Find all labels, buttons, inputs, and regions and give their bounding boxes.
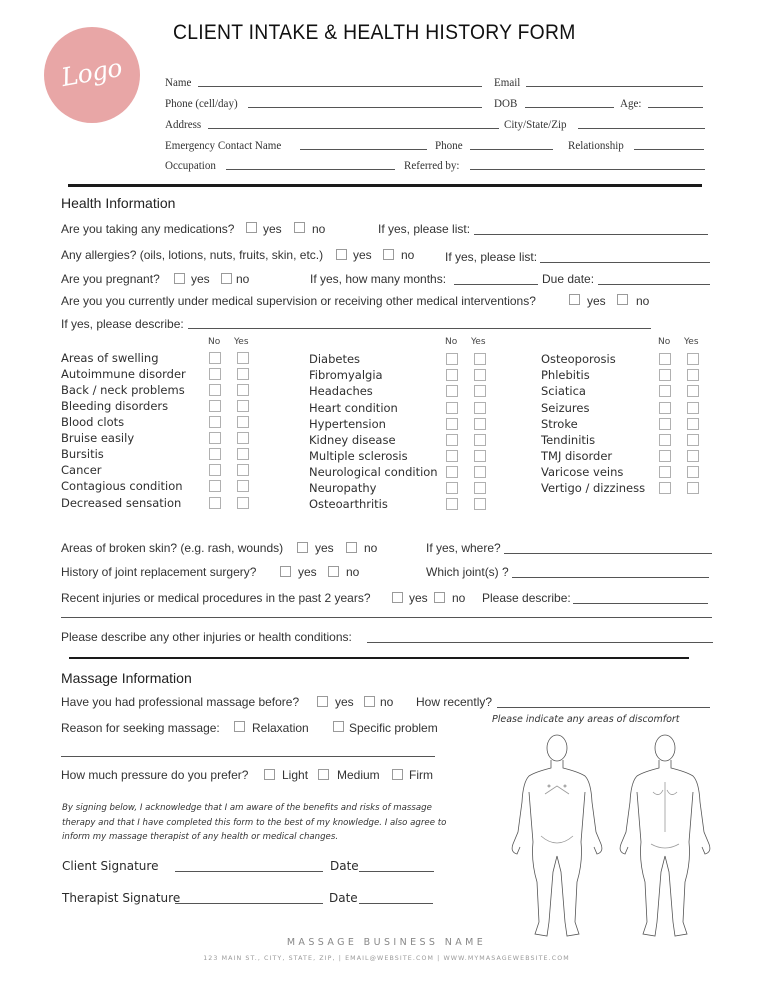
referred-by-field[interactable]: [470, 169, 705, 170]
therapist-date-label: Date: [329, 891, 358, 905]
condition-yes-checkbox[interactable]: [237, 448, 249, 460]
recent-injuries-describe-field-2[interactable]: [61, 617, 712, 618]
condition-yes-checkbox[interactable]: [687, 353, 699, 365]
condition-no-checkbox[interactable]: [659, 402, 671, 414]
condition-no-checkbox[interactable]: [659, 482, 671, 494]
col-yes-header: Yes: [234, 337, 249, 347]
body-front-figure-icon[interactable]: [505, 732, 610, 942]
business-name: MASSAGE BUSINESS NAME: [286, 937, 487, 948]
condition-yes-checkbox[interactable]: [237, 416, 249, 428]
allergies-followup-label: If yes, please list:: [445, 250, 538, 264]
condition-label: Osteoarthritis: [309, 497, 388, 511]
condition-yes-checkbox[interactable]: [237, 464, 249, 476]
condition-yes-checkbox[interactable]: [237, 497, 249, 509]
condition-no-checkbox[interactable]: [659, 450, 671, 462]
col-no-header: No: [208, 337, 221, 347]
condition-no-checkbox[interactable]: [209, 384, 221, 396]
recent-injuries-no-checkbox[interactable]: [434, 592, 445, 603]
dob-label: DOB: [494, 96, 518, 110]
no-label: no: [312, 222, 326, 236]
no-label: no: [401, 248, 415, 262]
condition-yes-checkbox[interactable]: [687, 482, 699, 494]
logo-text: Logo: [59, 52, 124, 93]
client-date-field[interactable]: [359, 871, 434, 872]
condition-yes-checkbox[interactable]: [474, 402, 486, 414]
pregnant-months-label: If yes, how many months:: [310, 272, 447, 286]
client-signature-field[interactable]: [175, 871, 323, 872]
pressure-light-label: Light: [282, 768, 309, 782]
condition-no-checkbox[interactable]: [209, 352, 221, 364]
condition-label: Decreased sensation: [61, 496, 182, 510]
supervision-yes-checkbox[interactable]: [569, 294, 580, 305]
city-state-zip-label: City/State/Zip: [504, 117, 567, 131]
condition-label: Seizures: [541, 401, 590, 415]
condition-yes-checkbox[interactable]: [687, 369, 699, 381]
broken-skin-where-field[interactable]: [504, 553, 712, 554]
pressure-firm-label: Firm: [409, 768, 433, 782]
condition-yes-checkbox[interactable]: [687, 450, 699, 462]
section-divider: [69, 657, 689, 659]
age-label: Age:: [620, 96, 642, 110]
joint-replacement-yes-checkbox[interactable]: [280, 566, 291, 577]
condition-no-checkbox[interactable]: [659, 353, 671, 365]
condition-no-checkbox[interactable]: [209, 400, 221, 412]
condition-label: Headaches: [309, 384, 373, 398]
emergency-phone-field[interactable]: [470, 149, 553, 150]
condition-no-checkbox[interactable]: [209, 432, 221, 444]
condition-label: Heart condition: [309, 401, 398, 415]
client-date-label: Date: [330, 859, 359, 873]
referred-by-label: Referred by:: [404, 158, 460, 172]
supervision-question: Are you you currently under medical supervision or receiving other medical interventions?: [61, 294, 536, 308]
business-address: 123 MAIN ST., CITY, STATE, ZIP, | EMAIL@WEBSITE.COM | WWW.MYMASAGEWEBSITE.COM: [203, 955, 570, 962]
condition-yes-checkbox[interactable]: [474, 369, 486, 381]
condition-yes-checkbox[interactable]: [687, 385, 699, 397]
condition-no-checkbox[interactable]: [446, 418, 458, 430]
condition-yes-checkbox[interactable]: [237, 480, 249, 492]
condition-label: Bruise easily: [61, 431, 135, 445]
condition-label: Contagious condition: [61, 479, 183, 493]
condition-label: Neurological condition: [309, 465, 438, 479]
condition-yes-checkbox[interactable]: [237, 368, 249, 380]
name-label: Name: [165, 75, 192, 89]
condition-yes-checkbox[interactable]: [474, 434, 486, 446]
condition-yes-checkbox[interactable]: [237, 384, 249, 396]
broken-skin-where-label: If yes, where?: [426, 541, 501, 555]
body-diagram-caption: Please indicate any areas of discomfort: [492, 714, 680, 725]
therapist-date-field[interactable]: [359, 903, 433, 904]
yes-label: yes: [409, 591, 428, 605]
address-field[interactable]: [208, 128, 499, 129]
condition-no-checkbox[interactable]: [209, 368, 221, 380]
emergency-contact-field[interactable]: [300, 149, 427, 150]
relaxation-label: Relaxation: [252, 721, 309, 735]
allergies-question: Any allergies? (oils, lotions, nuts, fruits, skin, etc.): [61, 248, 324, 262]
condition-no-checkbox[interactable]: [659, 466, 671, 478]
condition-label: Osteoporosis: [541, 352, 616, 366]
condition-no-checkbox[interactable]: [446, 369, 458, 381]
disclaimer-text: By signing below, I acknowledge that I am aware of the benefits and risks of massage therapy and that I have completed this form to the best of my knowledge. I also agree to inform my massage therapist of any health or medical changes.: [62, 803, 447, 842]
condition-no-checkbox[interactable]: [446, 466, 458, 478]
recent-injuries-question: Recent injuries or medical procedures in the past 2 years?: [61, 591, 371, 605]
occupation-label: Occupation: [165, 158, 216, 172]
relaxation-checkbox[interactable]: [234, 721, 245, 732]
broken-skin-question: Areas of broken skin? (e.g. rash, wounds): [61, 541, 284, 555]
city-state-zip-field[interactable]: [578, 128, 705, 129]
had-massage-question: Have you had professional massage before?: [61, 695, 300, 709]
broken-skin-yes-checkbox[interactable]: [297, 542, 308, 553]
condition-label: Varicose veins: [541, 465, 624, 479]
medications-followup-label: If yes, please list:: [378, 222, 471, 236]
occupation-field[interactable]: [226, 169, 395, 170]
specific-problem-label: Specific problem: [349, 721, 438, 735]
condition-yes-checkbox[interactable]: [474, 450, 486, 462]
allergies-yes-checkbox[interactable]: [336, 249, 347, 260]
condition-label: Neuropathy: [309, 481, 377, 495]
yes-label: yes: [335, 695, 354, 709]
medications-yes-checkbox[interactable]: [246, 222, 257, 233]
condition-no-checkbox[interactable]: [446, 353, 458, 365]
condition-no-checkbox[interactable]: [446, 434, 458, 446]
condition-label: Back / neck problems: [61, 383, 185, 397]
therapist-signature-label: Therapist Signature: [62, 891, 181, 905]
condition-no-checkbox[interactable]: [209, 480, 221, 492]
condition-yes-checkbox[interactable]: [687, 418, 699, 430]
broken-skin-no-checkbox[interactable]: [346, 542, 357, 553]
email-label: Email: [494, 75, 521, 89]
no-label: no: [346, 565, 360, 579]
pregnant-months-field[interactable]: [454, 284, 538, 285]
relationship-label: Relationship: [568, 138, 624, 152]
yes-label: yes: [315, 541, 334, 555]
condition-yes-checkbox[interactable]: [687, 466, 699, 478]
pressure-firm-checkbox[interactable]: [392, 769, 403, 780]
no-label: no: [452, 591, 466, 605]
medications-list-field[interactable]: [474, 234, 708, 235]
which-joints-label: Which joint(s) ?: [426, 565, 509, 579]
due-date-field[interactable]: [598, 284, 710, 285]
address-label: Address: [165, 117, 202, 131]
recent-injuries-describe-field[interactable]: [573, 603, 708, 604]
specific-problem-checkbox[interactable]: [333, 721, 344, 732]
col-yes-header: Yes: [471, 337, 486, 347]
allergies-no-checkbox[interactable]: [383, 249, 394, 260]
col-no-header: No: [658, 337, 671, 347]
how-recently-label: How recently?: [416, 695, 493, 709]
condition-no-checkbox[interactable]: [209, 464, 221, 476]
emergency-phone-label: Phone: [435, 138, 463, 152]
no-label: no: [636, 294, 650, 308]
col-yes-header: Yes: [684, 337, 699, 347]
condition-label: Blood clots: [61, 415, 125, 429]
no-label: no: [380, 695, 394, 709]
no-label: no: [364, 541, 378, 555]
reason-describe-field[interactable]: [61, 756, 435, 757]
allergies-list-field[interactable]: [540, 262, 710, 263]
supervision-describe-field[interactable]: [188, 328, 651, 329]
condition-label: Autoimmune disorder: [61, 367, 186, 381]
condition-yes-checkbox[interactable]: [474, 498, 486, 510]
condition-no-checkbox[interactable]: [446, 498, 458, 510]
condition-no-checkbox[interactable]: [446, 482, 458, 494]
dob-field[interactable]: [525, 107, 614, 108]
client-signature-label: Client Signature: [62, 859, 159, 873]
condition-no-checkbox[interactable]: [446, 385, 458, 397]
condition-label: Stroke: [541, 417, 578, 431]
how-recently-field[interactable]: [497, 707, 710, 708]
pressure-medium-checkbox[interactable]: [318, 769, 329, 780]
phone-field[interactable]: [248, 107, 482, 108]
yes-label: yes: [298, 565, 317, 579]
condition-label: Areas of swelling: [61, 351, 159, 365]
other-conditions-label: Please describe any other injuries or health conditions:: [61, 630, 352, 644]
condition-no-checkbox[interactable]: [659, 418, 671, 430]
condition-label: Diabetes: [309, 352, 361, 366]
condition-no-checkbox[interactable]: [446, 450, 458, 462]
joint-replacement-no-checkbox[interactable]: [328, 566, 339, 577]
condition-label: Vertigo / dizziness: [541, 481, 646, 495]
condition-yes-checkbox[interactable]: [237, 352, 249, 364]
col-no-header: No: [445, 337, 458, 347]
condition-yes-checkbox[interactable]: [687, 402, 699, 414]
other-conditions-field[interactable]: [367, 642, 713, 643]
pressure-medium-label: Medium: [337, 768, 380, 782]
page-title: CLIENT INTAKE & HEALTH HISTORY FORM: [173, 21, 576, 44]
reason-question: Reason for seeking massage:: [61, 721, 220, 735]
which-joints-field[interactable]: [512, 577, 709, 578]
condition-label: Bursitis: [61, 447, 104, 461]
pregnant-yes-checkbox[interactable]: [174, 273, 185, 284]
pressure-question: How much pressure do you prefer?: [61, 768, 249, 782]
condition-yes-checkbox[interactable]: [474, 353, 486, 365]
condition-no-checkbox[interactable]: [659, 369, 671, 381]
massage-section-title: Massage Information: [61, 670, 192, 686]
supervision-no-checkbox[interactable]: [617, 294, 628, 305]
condition-label: Cancer: [61, 463, 102, 477]
section-divider: [68, 184, 702, 187]
yes-label: yes: [191, 272, 210, 286]
yes-label: yes: [353, 248, 372, 262]
pregnant-question: Are you pregnant?: [61, 272, 160, 286]
condition-no-checkbox[interactable]: [209, 448, 221, 460]
recent-injuries-describe-label: Please describe:: [482, 591, 571, 605]
logo: [44, 27, 140, 123]
pregnant-no-checkbox[interactable]: [221, 273, 232, 284]
condition-label: Bleeding disorders: [61, 399, 169, 413]
supervision-describe-label: If yes, please describe:: [61, 317, 184, 331]
condition-label: Phlebitis: [541, 368, 590, 382]
condition-label: TMJ disorder: [541, 449, 613, 463]
body-back-figure-icon[interactable]: [613, 732, 718, 942]
yes-label: yes: [263, 222, 282, 236]
emergency-contact-label: Emergency Contact Name: [165, 138, 282, 152]
therapist-signature-field[interactable]: [175, 903, 323, 904]
condition-no-checkbox[interactable]: [659, 434, 671, 446]
condition-yes-checkbox[interactable]: [474, 482, 486, 494]
no-label: no: [236, 272, 250, 286]
condition-label: Tendinitis: [541, 433, 596, 447]
condition-yes-checkbox[interactable]: [474, 418, 486, 430]
condition-no-checkbox[interactable]: [446, 402, 458, 414]
condition-no-checkbox[interactable]: [209, 416, 221, 428]
condition-yes-checkbox[interactable]: [687, 434, 699, 446]
condition-label: Hypertension: [309, 417, 386, 431]
due-date-label: Due date:: [542, 272, 595, 286]
yes-label: yes: [587, 294, 606, 308]
condition-yes-checkbox[interactable]: [237, 432, 249, 444]
medications-no-checkbox[interactable]: [294, 222, 305, 233]
had-massage-yes-checkbox[interactable]: [317, 696, 328, 707]
recent-injuries-yes-checkbox[interactable]: [392, 592, 403, 603]
email-field[interactable]: [526, 86, 703, 87]
health-section-title: Health Information: [61, 195, 176, 211]
age-field[interactable]: [648, 107, 703, 108]
condition-label: Fibromyalgia: [309, 368, 383, 382]
relationship-field[interactable]: [634, 149, 704, 150]
condition-label: Sciatica: [541, 384, 586, 398]
medications-question: Are you taking any medications?: [61, 222, 235, 236]
name-field[interactable]: [198, 86, 482, 87]
condition-no-checkbox[interactable]: [209, 497, 221, 509]
condition-yes-checkbox[interactable]: [474, 385, 486, 397]
condition-label: Multiple sclerosis: [309, 449, 408, 463]
condition-no-checkbox[interactable]: [659, 385, 671, 397]
phone-label: Phone (cell/day): [165, 96, 238, 110]
condition-yes-checkbox[interactable]: [474, 466, 486, 478]
had-massage-no-checkbox[interactable]: [364, 696, 375, 707]
condition-label: Kidney disease: [309, 433, 396, 447]
joint-replacement-question: History of joint replacement surgery?: [61, 565, 257, 579]
condition-yes-checkbox[interactable]: [237, 400, 249, 412]
pressure-light-checkbox[interactable]: [264, 769, 275, 780]
